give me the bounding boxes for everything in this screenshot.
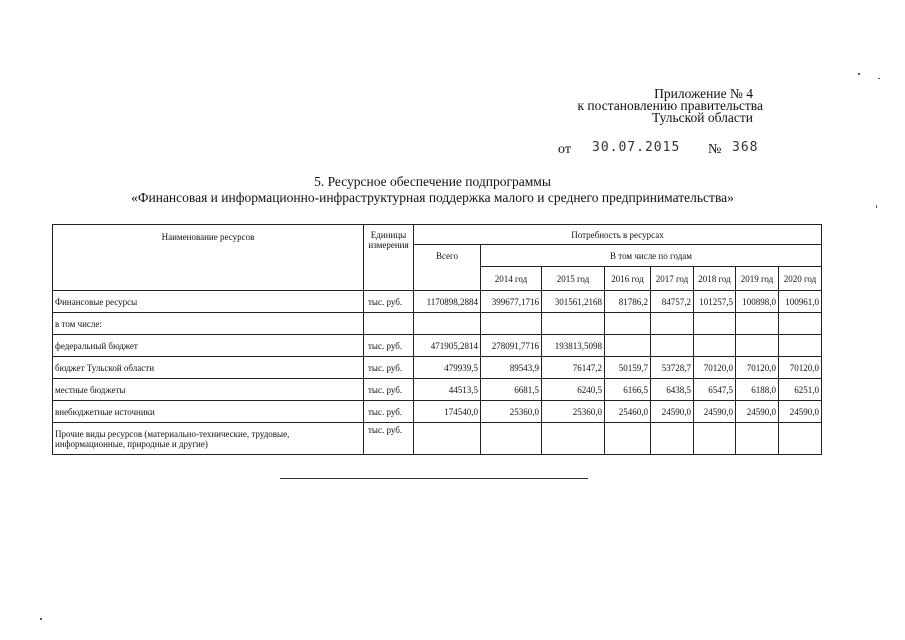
row-unit: тыс. руб. (364, 335, 414, 357)
row-value: 24590,0 (736, 401, 779, 423)
row-name: местные бюджеты (53, 379, 364, 401)
row-name: Финансовые ресурсы (53, 291, 364, 313)
row-unit (364, 313, 414, 335)
row-value: 50159,7 (605, 357, 651, 379)
appendix-label: Приложение № 4 (654, 86, 753, 101)
row-value: 101257,5 (694, 291, 736, 313)
decree-label: к постановлению правительства (577, 98, 763, 113)
row-value: 193813,5098 (542, 335, 605, 357)
row-value (542, 313, 605, 335)
row-value: 89543,9 (481, 357, 542, 379)
year-header: 2019 год (736, 267, 779, 291)
row-value: 24590,0 (694, 401, 736, 423)
region-label: Тульской области (652, 110, 753, 125)
row-total: 1170898,2884 (414, 291, 481, 313)
row-unit: тыс. руб. (364, 291, 414, 313)
col-need-header: Потребность в ресурсах (414, 225, 822, 245)
row-unit: тыс. руб. (364, 379, 414, 401)
row-value: 6547,5 (694, 379, 736, 401)
row-value: 100898,0 (736, 291, 779, 313)
row-name: Прочие виды ресурсов (материально-технические, трудовые, информационные, природные и другие) (53, 423, 364, 455)
year-header: 2020 год (779, 267, 822, 291)
row-value: 6188,0 (736, 379, 779, 401)
row-unit: тыс. руб. (364, 401, 414, 423)
row-value (779, 313, 822, 335)
scan-speck (878, 78, 880, 79)
row-name: федеральный бюджет (53, 335, 364, 357)
table-row (53, 335, 822, 357)
row-value (651, 335, 694, 357)
row-value: 6240,5 (542, 379, 605, 401)
number-prefix: № (708, 142, 722, 157)
table-row (53, 313, 822, 335)
row-value: 24590,0 (651, 401, 694, 423)
row-value: 100961,0 (779, 291, 822, 313)
row-name: в том числе: (53, 313, 364, 335)
section-title: 5. Ресурсное обеспечение подпрограммы (314, 174, 551, 189)
col-by-years-header: В том числе по годам (481, 245, 822, 267)
row-value: 53728,7 (651, 357, 694, 379)
row-value: 70120,0 (694, 357, 736, 379)
row-value (542, 423, 605, 455)
col-unit-header: Единицы измерения (364, 225, 414, 291)
row-unit: тыс. руб. (364, 423, 414, 455)
scan-speck (858, 73, 860, 75)
row-value (736, 313, 779, 335)
row-value (651, 313, 694, 335)
col-total-header: Всего (414, 245, 481, 291)
row-unit: тыс. руб. (364, 357, 414, 379)
table-row (53, 401, 822, 423)
row-total: 44513,5 (414, 379, 481, 401)
year-header: 2014 год (481, 267, 542, 291)
row-value (694, 313, 736, 335)
table-row (53, 291, 822, 313)
row-total (414, 313, 481, 335)
row-value (736, 423, 779, 455)
number-value: 368 (732, 140, 759, 155)
col-name-header: Наименование ресурсов (53, 225, 364, 291)
closing-rule (280, 478, 588, 479)
row-value: 399677,1716 (481, 291, 542, 313)
year-header: 2015 год (542, 267, 605, 291)
scan-speck (876, 205, 877, 208)
row-value (694, 335, 736, 357)
table-row (53, 423, 822, 455)
row-total: 479939,5 (414, 357, 481, 379)
table-row (53, 379, 822, 401)
table-row (53, 357, 822, 379)
row-value: 25360,0 (481, 401, 542, 423)
row-value: 278091,7716 (481, 335, 542, 357)
row-value: 24590,0 (779, 401, 822, 423)
section-subtitle: «Финансовая и информационно-инфраструктурная поддержка малого и среднего предпринимательства» (131, 190, 734, 205)
row-value: 25360,0 (542, 401, 605, 423)
row-value (605, 313, 651, 335)
row-value (605, 335, 651, 357)
row-value (694, 423, 736, 455)
row-value (605, 423, 651, 455)
row-value (651, 423, 694, 455)
row-value: 76147,2 (542, 357, 605, 379)
row-value (779, 335, 822, 357)
row-name: внебюджетные источники (53, 401, 364, 423)
row-value: 70120,0 (779, 357, 822, 379)
row-total: 174540,0 (414, 401, 481, 423)
year-header: 2017 год (651, 267, 694, 291)
row-value (481, 423, 542, 455)
row-value: 6438,5 (651, 379, 694, 401)
year-header: 2018 год (694, 267, 736, 291)
row-name: бюджет Тульской области (53, 357, 364, 379)
row-value: 70120,0 (736, 357, 779, 379)
date-value: 30.07.2015 (592, 140, 681, 155)
resources-table (52, 224, 822, 455)
row-total: 471905,2814 (414, 335, 481, 357)
row-value (481, 313, 542, 335)
date-prefix: от (558, 142, 571, 157)
row-value: 84757,2 (651, 291, 694, 313)
row-value: 6251,0 (779, 379, 822, 401)
scan-speck (40, 618, 42, 620)
row-value: 301561,2168 (542, 291, 605, 313)
row-value: 6681,5 (481, 379, 542, 401)
row-value (779, 423, 822, 455)
row-value: 25460,0 (605, 401, 651, 423)
row-value (736, 335, 779, 357)
row-value: 81786,2 (605, 291, 651, 313)
year-header: 2016 год (605, 267, 651, 291)
row-value: 6166,5 (605, 379, 651, 401)
row-total (414, 423, 481, 455)
